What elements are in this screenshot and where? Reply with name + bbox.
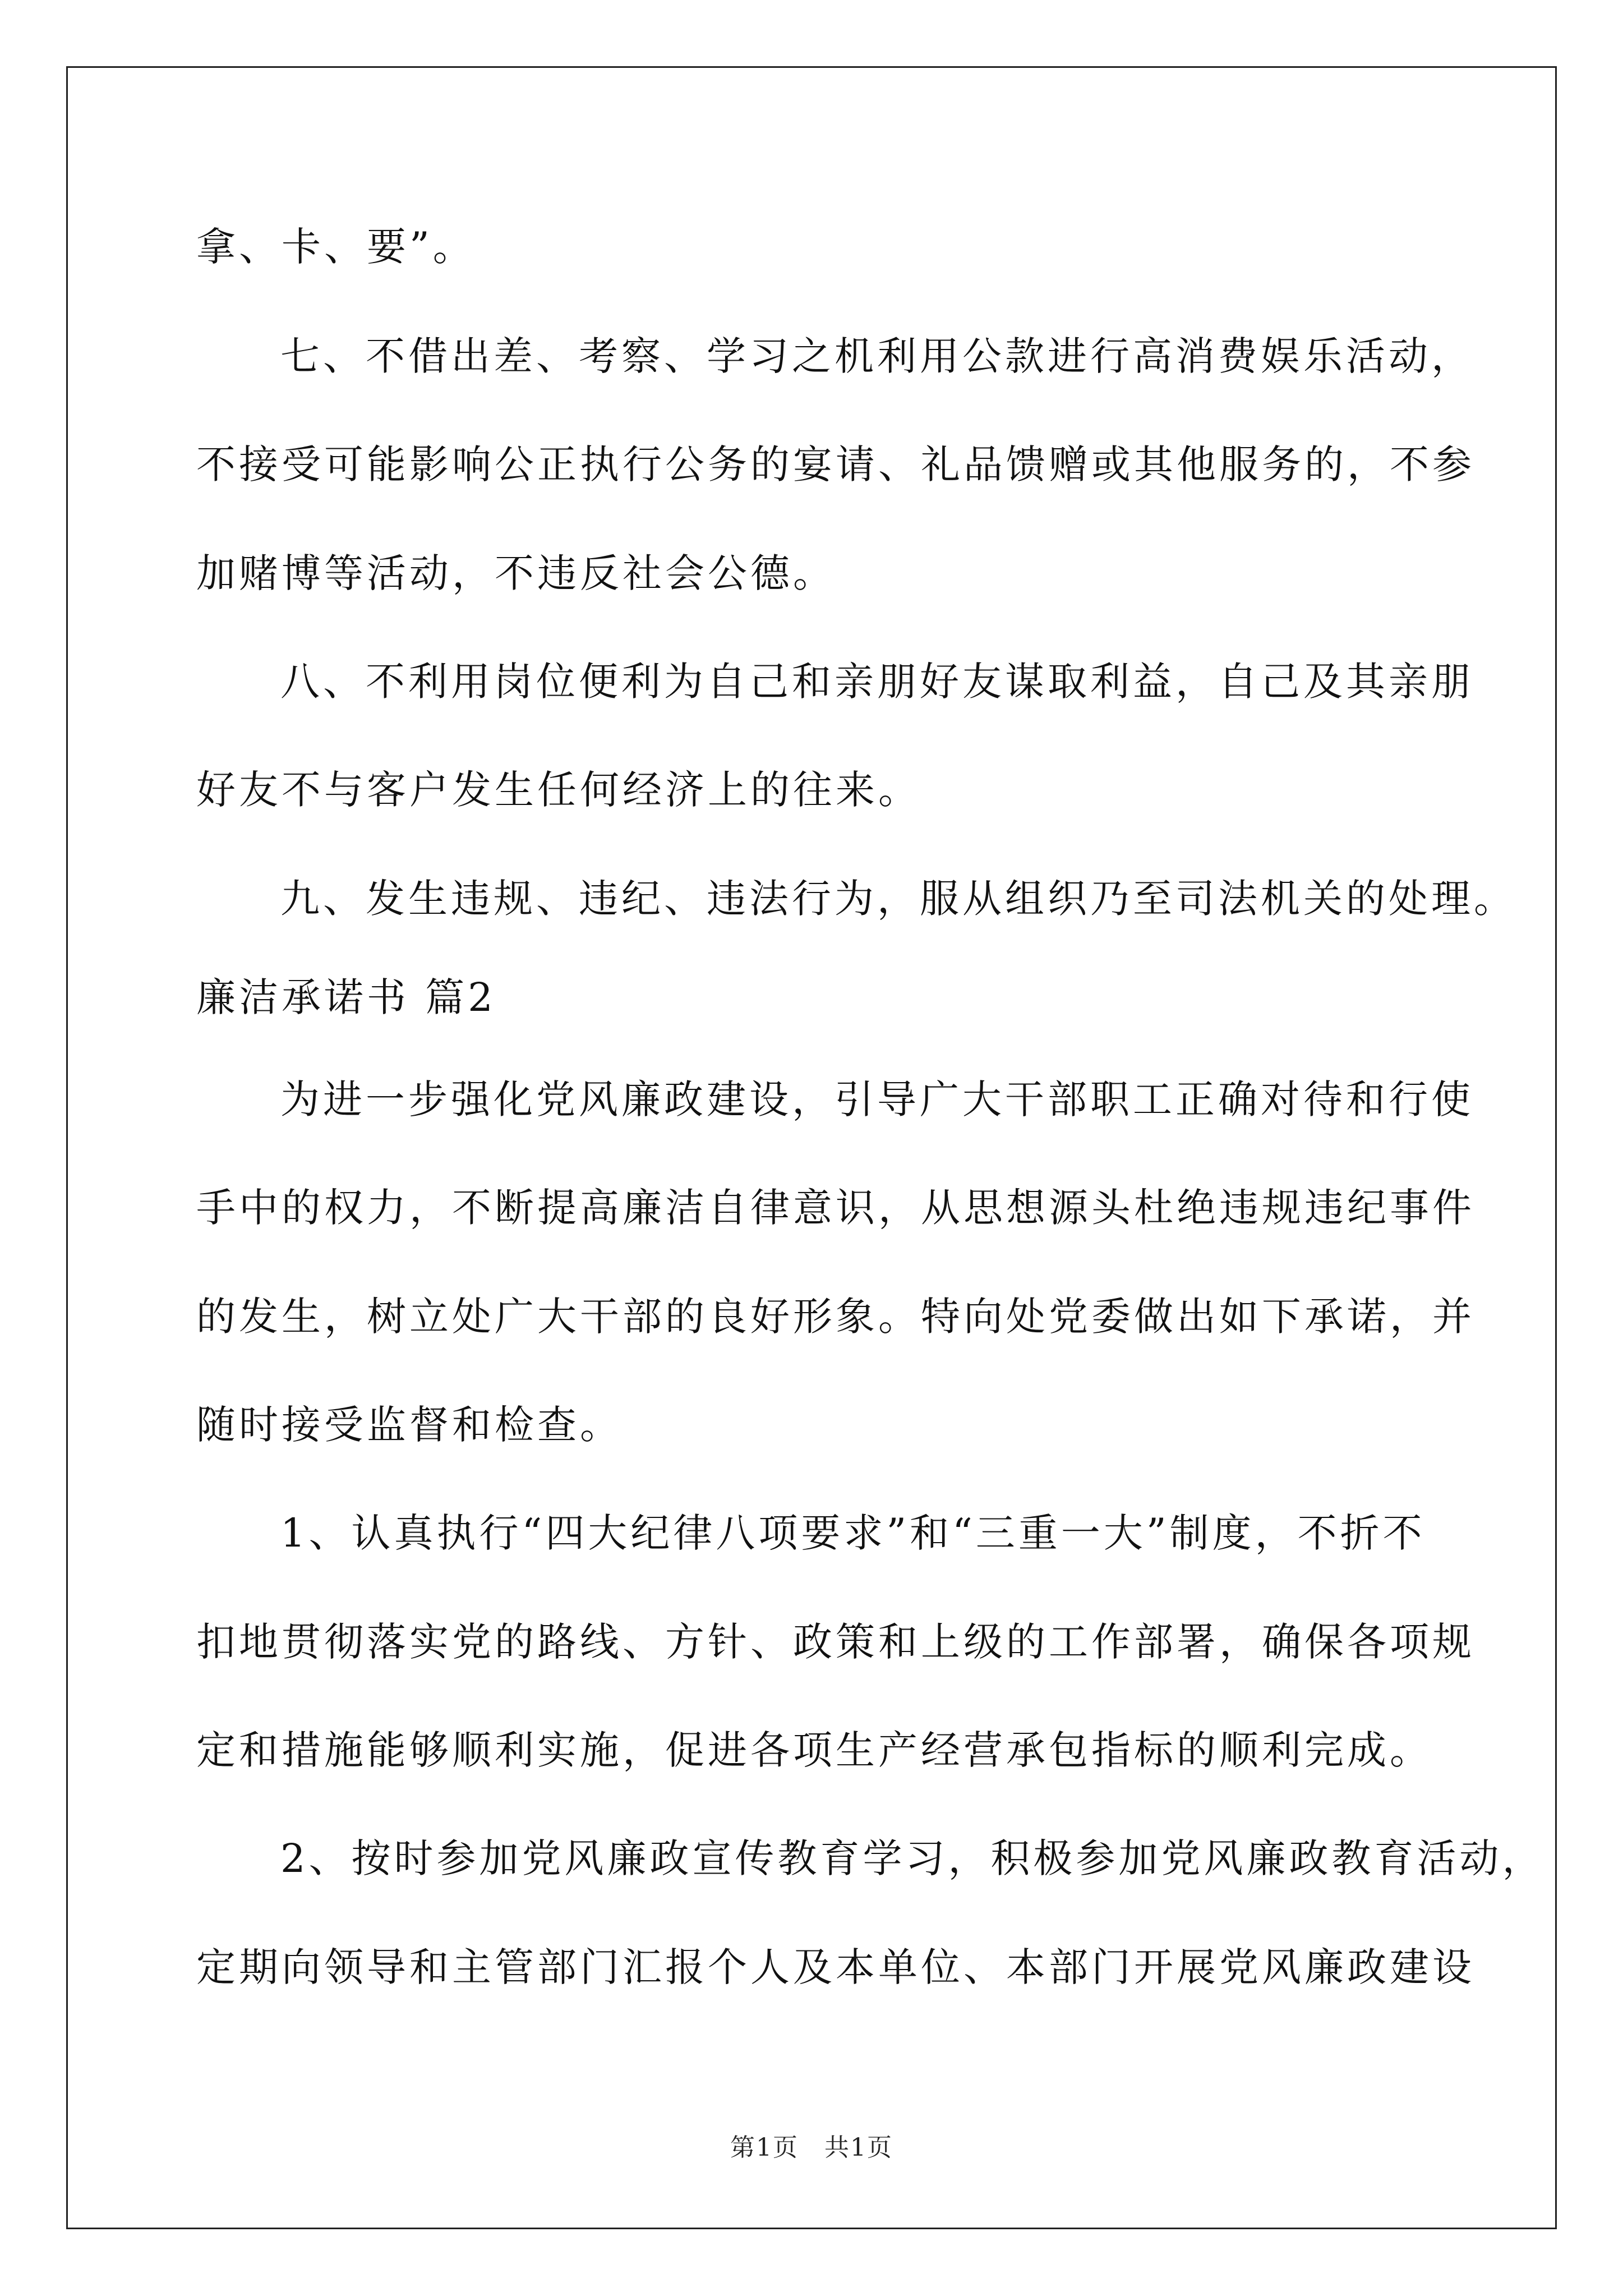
paragraph-line: 为进一步强化党风廉政建设，引导广大干部职工正确对待和行使 [280, 1076, 1474, 1122]
paragraph-line: 2、按时参加党风廉政宣传教育学习，积极参加党风廉政教育活动， [280, 1835, 1545, 1881]
paragraph-line: 随时接受监督和检查。 [196, 1402, 623, 1448]
paragraph-line: 的发生，树立处广大干部的良好形象。特向处党委做出如下承诺，并 [196, 1294, 1475, 1340]
page-border [66, 66, 1557, 2229]
paragraph-line: 定和措施能够顺利实施，促进各项生产经营承包指标的顺利完成。 [196, 1727, 1432, 1773]
paragraph-line: 七、不借出差、考察、学习之机利用公款进行高消费娱乐活动， [280, 333, 1474, 379]
paragraph-line: 加赌博等活动，不违反社会公德。 [196, 550, 836, 596]
section-heading: 廉洁承诺书 篇2 [196, 974, 496, 1020]
paragraph-line: 八、不利用岗位便利为自己和亲朋好友谋取利益，自己及其亲朋 [280, 659, 1474, 705]
paragraph-line: 不接受可能影响公正执行公务的宴请、礼品馈赠或其他服务的，不参 [196, 441, 1475, 487]
paragraph-line: 定期向领导和主管部门汇报个人及本单位、本部门开展党风廉政建设 [196, 1944, 1475, 1990]
paragraph-line: 好友不与客户发生任何经济上的往来。 [196, 767, 921, 813]
paragraph-line: 拿、卡、要”。 [196, 224, 476, 270]
paragraph-line: 九、发生违规、违纪、违法行为，服从组织乃至司法机关的处理。 [280, 876, 1516, 922]
page-footer: 第1页 共1页 [730, 2133, 893, 2162]
paragraph-line: 扣地贯彻落实党的路线、方针、政策和上级的工作部署，确保各项规 [196, 1619, 1475, 1665]
paragraph-line: 手中的权力，不断提高廉洁自律意识，从思想源头杜绝违规违纪事件 [196, 1185, 1475, 1231]
paragraph-line: 1、认真执行“四大纪律八项要求”和“三重一大”制度，不折不 [280, 1510, 1426, 1556]
